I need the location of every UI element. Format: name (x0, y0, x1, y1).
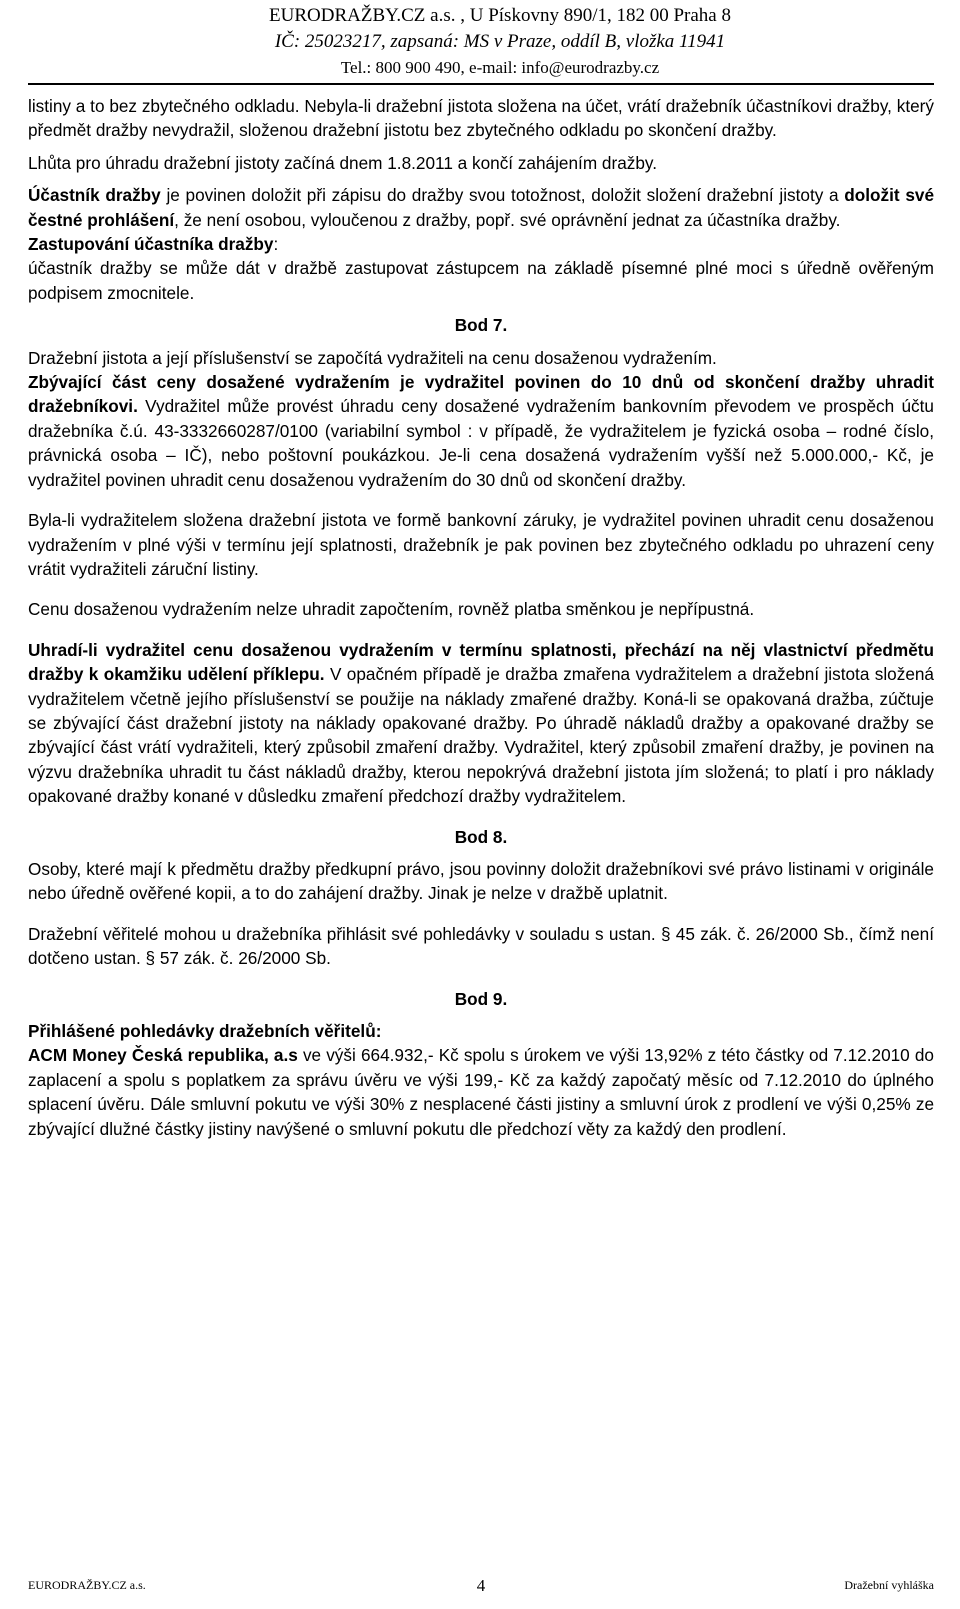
footer-company: EURODRAŽBY.CZ a.s. (28, 1578, 146, 1592)
bold-text: ACM Money Česká republika, a.s (28, 1045, 298, 1066)
header-divider (28, 83, 934, 85)
paragraph: Cenu dosaženou vydražením nelze uhradit započtením, rovněž platba směnkou je nepřípustná. (28, 599, 755, 620)
paragraph: Osoby, které mají k předmětu dražby předkupní právo, jsou povinny doložit dražebníkovi své právo listinami v originále nebo úředně ověřené kopii, a to do zahájení dražby. Jinak je nelze v dražbě uplatnit. (28, 858, 934, 904)
document-body (28, 94, 934, 1141)
section-title-bod-7: Bod 7. (454, 315, 508, 336)
paragraph: Byla-li vydražitelem složena dražební jistota ve formě bankovní záruky, je vydražitel povinen uhradit cenu dosaženou vydražením v plné výši v termínu její splatnosti, dražebník je pak povinen bez zbytečného odkladu po uhrazení ceny vrátit vydražiteli záruční listiny. (28, 510, 934, 579)
paragraph: Dražební jistota a její příslušenství se započítá vydražiteli na cenu dosaženou vydražením. (28, 347, 717, 368)
text: ve výši 664.932,- Kč spolu s úrokem ve výši 13,92% z této částky od 7.12.2010 do zaplacení a spolu s poplatkem za správu úvěru ve výši 199,- Kč za každý započatý měsíc od 7.12.2010 do úplného splacení úvěru. Dále smluvní pokutu ve výši 30% z nesplacené části jistiny a smluvní úrok z prodlení ve výši 0,25% ze zbývající dlužné částky jistiny navýšené o smluvní pokutu dle předchozí věty za každý den prodlení. (28, 1045, 934, 1139)
paragraph: Dražební věřitelé mohou u dražebníka přihlásit své pohledávky v souladu s ustan. § 45 zák. č. 26/2000 Sb., čímž není dotčeno ustan. § 57 zák. č. 26/2000 Sb. (28, 923, 934, 969)
section-heading (28, 232, 934, 256)
paragraph (28, 183, 934, 232)
letterhead-line-contact: Tel.: 800 900 490, e-mail: info@eurodrazby.cz (340, 58, 660, 77)
footer-document-title: Dražební vyhláška (844, 1578, 934, 1592)
letterhead-line-company: EURODRAŽBY.CZ a.s. , U Pískovny 890/1, 182 00 Praha 8 (269, 5, 731, 26)
text: , že není osobou, vyloučenou z dražby, popř. své oprávnění jednat za účastníka dražby. (174, 209, 841, 230)
letterhead (100, 4, 900, 82)
paragraph: listiny a to bez zbytečného odkladu. Nebyla-li dražební jistota složena na účet, vrátí dražebník účastníkovi dražby, který předmět dražby nevydražil, složenou dražební jistotu bez zbytečného odkladu po skončení dražby. (28, 96, 934, 141)
paragraph (28, 638, 934, 809)
section-heading (28, 1019, 934, 1043)
letterhead-line-registration: IČ: 25023217, zapsaná: MS v Praze, oddíl B, vložka 11941 (274, 31, 726, 52)
bold-text: Zastupování účastníka dražby (28, 234, 274, 255)
text: Vydražitel může provést úhradu ceny dosažené vydražením bankovním převodem ve prospěch účtu dražebníka č.ú. 43-3332660287/0100 (variabilní symbol : v případě, že vydražitelem je fyzická osoba – rodné číslo, právnická osoba – IČ), nebo poštovní poukázkou. Je-li cena dosažená vydražením vyšší než 5.000.000,- Kč, je vydražitel povinen uhradit cenu dosaženou vydražením do 30 dnů od skončení dražby. (28, 396, 934, 490)
section-title-bod-8: Bod 8. (454, 826, 508, 847)
paragraph (28, 370, 934, 492)
text: V opačném případě je dražba zmařena vydražitelem a dražební jistota složená vydražitelem včetně jejího příslušenství se použije na náklady zmařené dražby. Koná-li se opakovaná dražba, zúčtuje se zbývající část dražební jistoty na náklady opakované dražby. Po úhradě nákladů dražby a opakované dražby se zbývající část vrátí vydražiteli, který způsobil zmaření dražby. Vydražitel, který způsobil zmaření dražby, je povinen na výzvu dražebníka uhradit tu část nákladů dražby, kterou nepokrývá dražební jistota jím složená; to platí i pro náklady opakované dražby konané v důsledku zmaření předchozí dražby vydražitelem. (28, 664, 934, 807)
bold-text: Přihlášené pohledávky dražebních věřitelů: (28, 1021, 382, 1041)
page-footer (28, 1578, 934, 1602)
text: : (273, 234, 279, 255)
bold-text: Uhradí-li vydražitel cenu dosaženou vydražením v termínu splatnosti, přechází na něj vlastnictví předmětu dražby k okamžiku udělení příklepu. (28, 639, 934, 685)
paragraph: účastník dražby se může dát v dražbě zastupovat zástupcem na základě písemné plné moci s úředně ověřeným podpisem zmocnitele. (28, 258, 934, 303)
bold-text: doložit své čestné prohlášení (28, 185, 934, 230)
section-title-bod-9: Bod 9. (454, 988, 508, 1009)
page-number: 4 (476, 1576, 486, 1595)
bold-text: Zbývající část ceny dosažené vydražením je vydražitel povinen do 10 dnů od skončení dražby uhradit dražebníkovi. (28, 372, 934, 417)
text: je povinen doložit při zápisu do dražby svou totožnost, doložit složení dražební jistoty a (160, 185, 845, 206)
bold-text: Účastník dražby (28, 185, 161, 206)
paragraph (28, 1043, 934, 1141)
paragraph: Lhůta pro úhradu dražební jistoty začíná dnem 1.8.2011 a končí zahájením dražby. (28, 152, 658, 173)
